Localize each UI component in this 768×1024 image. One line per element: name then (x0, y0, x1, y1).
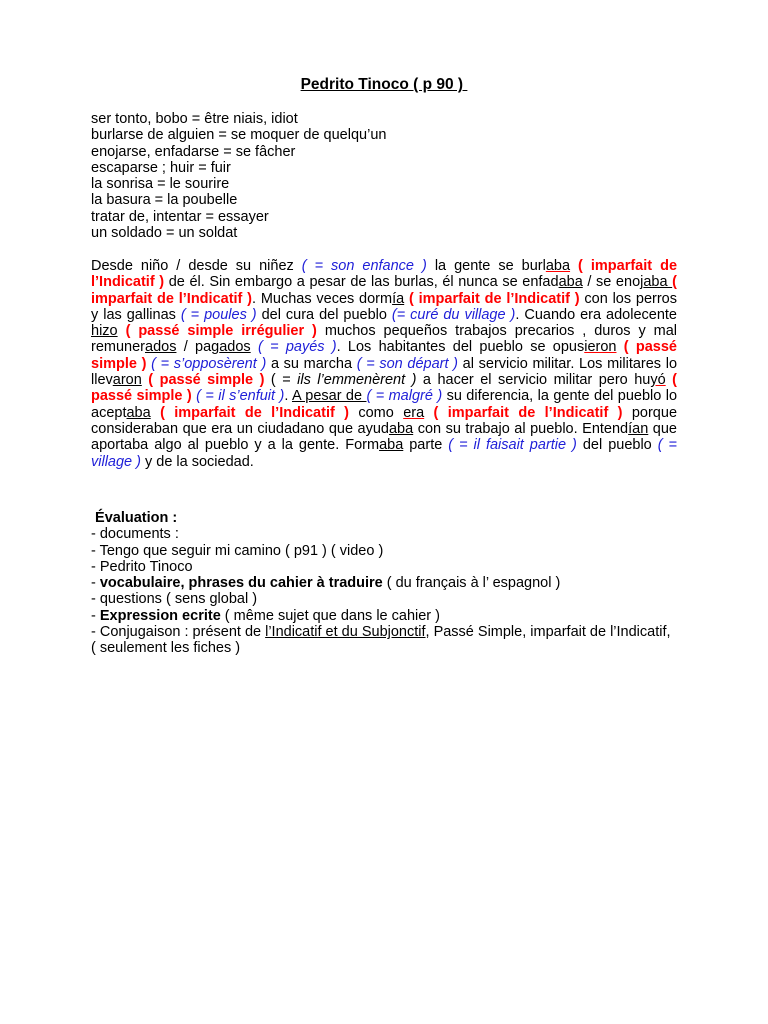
text: del pueblo (576, 437, 658, 454)
text (424, 405, 433, 421)
text: - (91, 607, 100, 624)
evaluation-heading: Évaluation : (91, 510, 178, 526)
text: su diferencia, la gente del pueblo lo acept (91, 388, 678, 421)
text: y de la sociedad. (140, 453, 254, 470)
gloss: ( = il faisait partie ) (448, 437, 577, 454)
gloss: ( = il s’enfuit ) (196, 388, 285, 405)
gloss: ( = payés ) (257, 339, 337, 356)
vocab-item: un soldado = un soldat (91, 225, 238, 242)
tense-note: ( imparfait de l’Indicatif ) (160, 404, 349, 421)
text: muchos pequeños trabajos precarios , duros y mal remuner (91, 323, 678, 356)
text: ( = (264, 372, 298, 389)
verb-ending: aba (126, 404, 151, 421)
evaluation-item: - Tengo que seguir mi camino ( p91 ) ( video ) (91, 542, 384, 559)
verb-ending: aba (388, 420, 414, 437)
evaluation-item (91, 575, 731, 591)
vocab-item: escaparse ; huir = fuir (91, 159, 231, 176)
evaluation-item: ( seulement les fiches ) (91, 640, 241, 657)
verb-ending: yó (650, 372, 666, 389)
text: con los perros y las gallinas (91, 290, 677, 323)
page-title: Pedrito Tinoco ( p 90 ) (300, 76, 468, 93)
text: - (91, 575, 100, 592)
text: , Passé Simple, imparfait de l’Indicatif, (425, 624, 671, 641)
evaluation-section (91, 510, 731, 657)
evaluation-item: - questions ( sens global ) (91, 591, 258, 608)
text: la gente se burl (426, 258, 546, 274)
text: con su trabajo al pueblo. Entend (413, 420, 629, 437)
tense-note: ( passé simple irrégulier ) (125, 323, 317, 340)
verb-ending: aba (643, 274, 673, 291)
verb-ending: aba (379, 437, 404, 454)
verb-ending: ía (392, 290, 405, 307)
text: . Cuando era adolecente (515, 306, 677, 323)
verb-ending: era (403, 404, 425, 421)
evaluation-item: - Pedrito Tinoco (91, 558, 193, 575)
vocab-item: la sonrisa = le sourire (91, 176, 230, 193)
text (570, 258, 578, 274)
verb-ending: aba (545, 258, 571, 274)
tense-note: ( imparfait de l’Indicatif ) (91, 258, 678, 291)
text: / se enoj (582, 274, 644, 291)
gloss: ( = son enfance ) (301, 258, 427, 274)
underlined-text: l’Indicatif et du Subjonctif (265, 624, 426, 641)
verb-ending: ados (145, 339, 177, 356)
story-paragraph (91, 258, 677, 470)
text: . Los habitantes del pueblo se opus (336, 339, 585, 356)
text: / pag (176, 339, 220, 356)
bold-text: vocabulaire, phrases du cahier à traduire (99, 575, 383, 592)
evaluation-item: - documents : (91, 526, 179, 543)
gloss: (= curé du village ) (391, 306, 516, 323)
text: a hacer el servicio militar pero hu (416, 372, 651, 389)
bold-text: Expression ecrite (99, 607, 221, 624)
verb-ending: aron (112, 372, 142, 389)
verb-ending: aba (558, 274, 583, 291)
text: parte (403, 437, 449, 454)
tense-note: ( passé simple ) (91, 372, 678, 405)
tense-note: ( imparfait de l’Indicatif ) (91, 274, 678, 307)
evaluation-item (91, 624, 731, 640)
text: - Conjugaison : présent de (91, 624, 266, 641)
text (151, 405, 160, 421)
text: . (284, 388, 292, 405)
evaluation-item (91, 608, 731, 624)
vocab-item: la basura = la poubelle (91, 192, 238, 209)
tense-note: ( passé simple ) (148, 372, 265, 389)
vocab-item: enojarse, enfadarse = se fâcher (91, 143, 296, 160)
gloss: ( = malgré ) (366, 388, 443, 405)
text: ( du français à l’ espagnol ) (382, 575, 561, 592)
vocab-item: tratar de, intentar = essayer (91, 208, 269, 225)
gloss: ( = s’opposèrent ) (151, 355, 267, 372)
vocab-item: burlarse de alguien = se moquer de quelqu’un (91, 127, 387, 144)
gloss: ( = poules ) (180, 306, 257, 323)
verb-ending: ieron (584, 339, 617, 356)
gloss: ils l’emmenèrent ) (297, 372, 417, 389)
text: . Muchas veces dorm (252, 290, 393, 307)
text: ( même sujet que dans le cahier ) (220, 607, 440, 624)
verb-ending: hizo (91, 323, 118, 340)
text: Desde niño / desde su niñez (91, 258, 302, 274)
verb-ending: ían (628, 420, 649, 437)
text (617, 339, 624, 355)
text: que aportaba algo al pueblo y a la gente. Form (91, 420, 677, 454)
text: de él. Sin embargo a pesar de las burlas, él nunca se enfad (164, 274, 559, 291)
text (118, 323, 126, 339)
text: como (349, 404, 404, 421)
verb-ending: ados (219, 339, 251, 356)
text: del cura del pueblo (256, 306, 392, 323)
text: a su marcha (266, 355, 357, 372)
gloss: ( = village ) (91, 437, 677, 470)
text: porque consideraban que era un ciudadano que ayud (91, 404, 678, 437)
tense-note: ( imparfait de l’Indicatif ) (433, 404, 623, 421)
vocabulary-list (91, 111, 677, 241)
gloss: ( = son départ ) (356, 355, 459, 372)
tense-note: ( imparfait de l’Indicatif ) (408, 290, 580, 307)
text (251, 339, 258, 355)
tense-note: ( passé simple ) (91, 339, 677, 372)
vocab-item: ser tonto, bobo = être niais, idiot (91, 111, 298, 127)
phrase-underline: A pesar de (291, 388, 367, 405)
text: al servicio militar. Los militares lo llev (91, 355, 678, 389)
